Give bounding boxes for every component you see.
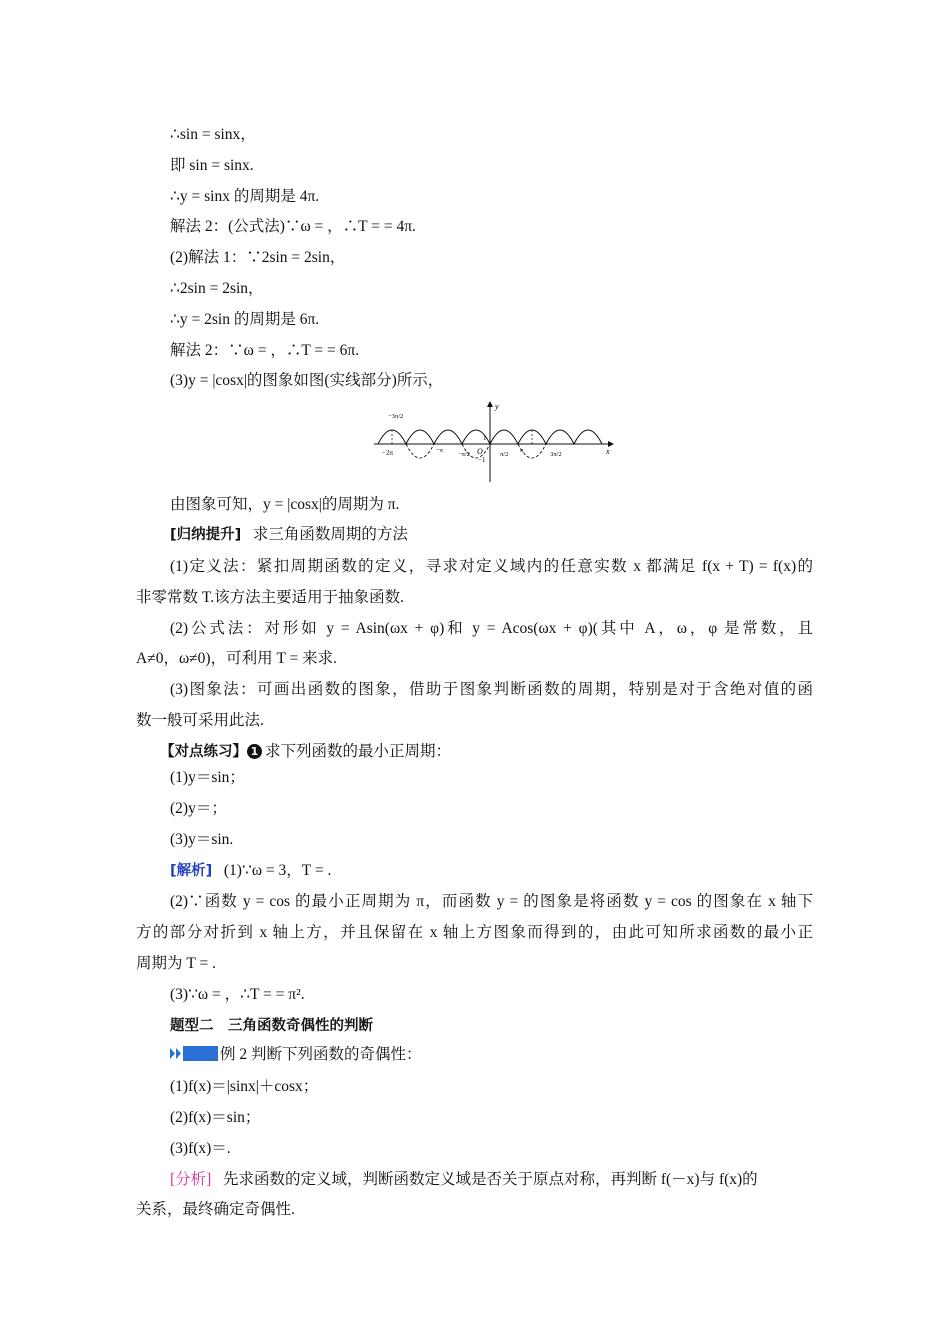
section-heading: 题型二 三角函数奇偶性的判断 xyxy=(170,1018,373,1034)
text-line: 关系，最终确定奇偶性. xyxy=(136,1201,295,1218)
text-line: 非零常数 T.该方法主要适用于抽象函数. xyxy=(136,589,404,606)
text-line: 解法 2：∵ω = ，∴T = = 6π. xyxy=(170,342,360,359)
y-axis-arrow xyxy=(487,401,493,407)
text-line: ∴y = 2sin 的周期是 6π. xyxy=(170,311,320,328)
analysis-tag: [分析] xyxy=(170,1171,212,1188)
text-line: (3)y = |cosx|的图象如图(实线部分)所示， xyxy=(170,372,444,389)
text-line: (2)公式法：对形如 y = Asin(ωx + φ)和 y = Acos(ωx + φ)(其中 A，ω，φ 是常数，且 xyxy=(170,620,813,637)
summary-tag: [归纳提升] xyxy=(170,527,242,543)
analysis-text: (1)∵ω = 3，T = . xyxy=(223,862,332,879)
text-line: A≠0，ω≠0)，可利用 T = 来求. xyxy=(136,650,338,667)
text-line: (2)∵函数 y = cos 的最小正周期为 π，而函数 y = 的图象是将函数 y = cos 的图象在 x 轴下 xyxy=(170,893,813,910)
analysis-line xyxy=(170,860,331,882)
tick-label: −2π xyxy=(382,449,393,457)
text-line: ∴sin = sinx， xyxy=(170,126,256,143)
example-heading xyxy=(170,1044,422,1066)
example-badge-icon xyxy=(170,1046,218,1061)
text-line: (3)f(x)＝. xyxy=(170,1140,231,1157)
analysis-line xyxy=(170,1169,813,1191)
text-line: 解法 2：(公式法)∵ω = ，∴T = = 4π. xyxy=(170,218,416,235)
origin-label: O xyxy=(477,447,483,456)
text-line: (1)f(x)＝|sinx|＋cosx； xyxy=(170,1078,319,1095)
tick-label: −π/2 xyxy=(458,451,471,458)
text-line: 数一般可采用此法. xyxy=(136,712,264,729)
y-axis-label: y xyxy=(495,402,499,411)
tick-label: −3π/2 xyxy=(388,413,404,420)
tick-label: π/2 xyxy=(500,451,509,458)
practice-title: 求下列函数的最小正周期： xyxy=(265,743,452,760)
text-line: (2)y＝； xyxy=(170,800,227,817)
tick-label: −π xyxy=(436,447,443,454)
practice-heading xyxy=(160,741,451,763)
example-title: 例 2 判断下列函数的奇偶性： xyxy=(220,1046,422,1063)
tick-label: 3π/2 xyxy=(550,451,562,458)
tick-label: −1 xyxy=(478,456,486,464)
text-line: 方的部分对折到 x 轴上方，并且保留在 x 轴上方图象而得到的，由此可知所求函数的最小正 xyxy=(136,924,813,941)
tick-label: π xyxy=(520,447,524,454)
text-line: (2)解法 1：∵2sin = 2sin， xyxy=(170,249,346,266)
abs-cos-graph xyxy=(370,398,615,484)
text-line: 由图象可知，y = |cosx|的周期为 π. xyxy=(170,496,400,513)
summary-heading xyxy=(170,524,408,546)
tick-label: 1 xyxy=(483,434,487,442)
text-line: 即 sin = sinx. xyxy=(170,157,254,174)
text-line: (1)定义法：紧扣周期函数的定义，寻求对定义域内的任意实数 x 都满足 f(x + T) = f(x)的 xyxy=(170,558,813,575)
analysis-tag: [解析] xyxy=(170,863,213,879)
text-line: 周期为 T = . xyxy=(136,955,216,972)
text-line: (3)∵ω = ，∴T = = π². xyxy=(170,986,305,1003)
summary-title: 求三角函数周期的方法 xyxy=(252,526,408,543)
text-line: ∴2sin = 2sin， xyxy=(170,280,264,297)
text-line: ∴y = sinx 的周期是 4π. xyxy=(170,188,320,205)
text-line: (3)y＝sin. xyxy=(170,831,234,848)
dashed-curve xyxy=(406,444,546,458)
text-line: (3)图象法：可画出函数的图象，借助于图象判断函数的周期，特别是对于含绝对值的函 xyxy=(170,681,813,698)
practice-tag: 【对点练习】 xyxy=(160,744,247,760)
text-line: (1)y＝sin； xyxy=(170,769,245,786)
analysis-text: 先求函数的定义域，判断函数定义域是否关于原点对称，再判断 f(－x)与 f(x)的 xyxy=(222,1171,758,1188)
x-axis-label: x xyxy=(606,447,610,456)
number-badge: 1 xyxy=(247,744,262,759)
text-line: (2)f(x)＝sin； xyxy=(170,1109,261,1126)
